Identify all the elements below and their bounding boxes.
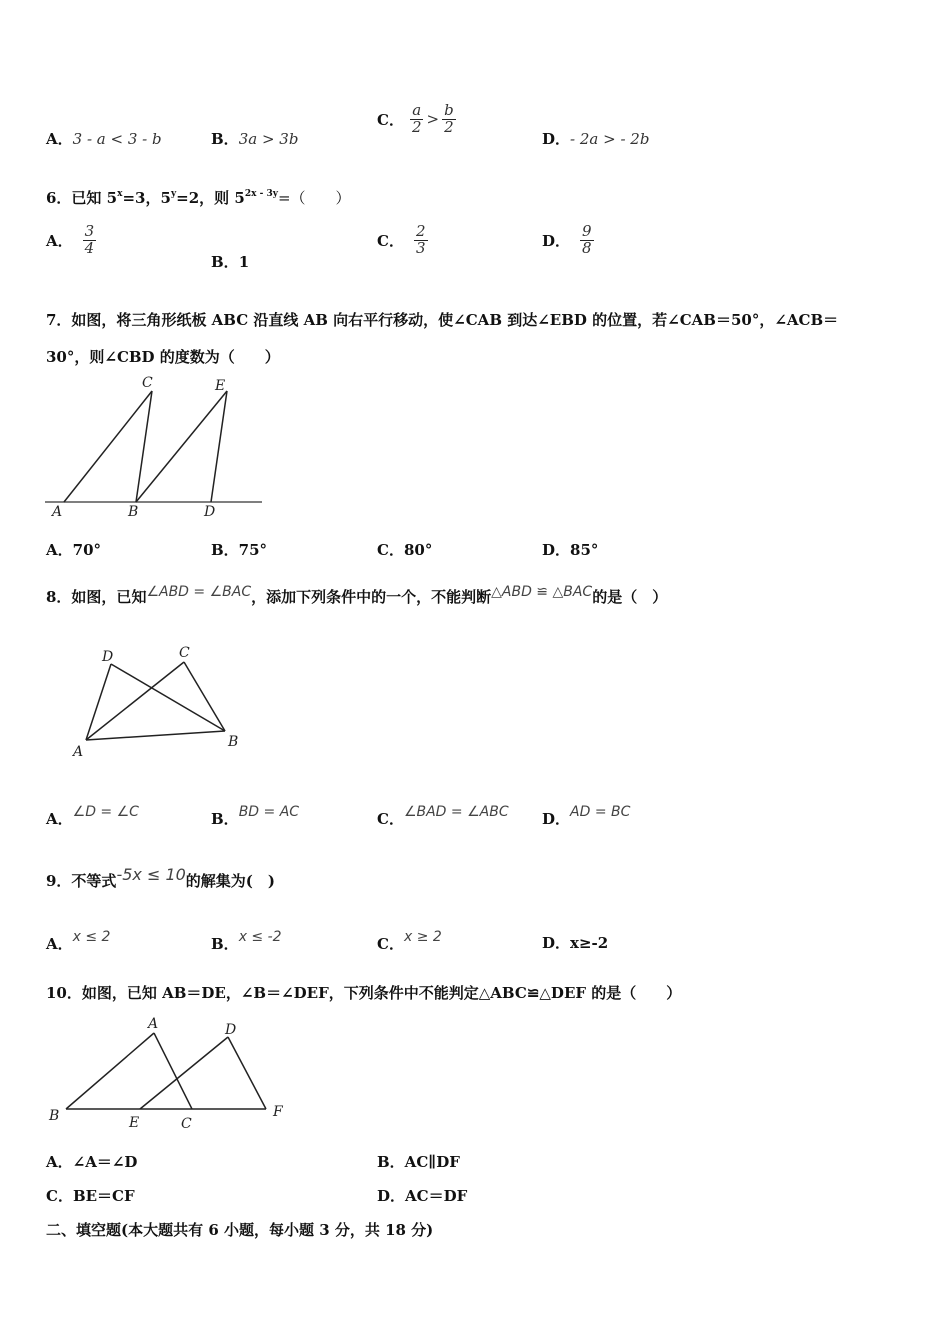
q10-option-c: C．BE＝CF [46,1187,135,1205]
point-label-b: B [128,504,139,520]
fraction: $\frac{a}{2}$ [411,101,422,136]
q8-option-b: B．BD = AC [211,804,300,828]
q7-option-c: C．80° [377,541,433,559]
q10-option-d: D．AC＝DF [377,1187,468,1205]
point-label-e: E [215,378,226,394]
point-label-a: A [73,744,84,760]
congruence-statement: △ABD ≌ △BAC [491,584,593,600]
q6-stem: 6．已知 $5^x=3$，$5^y=2$，则 $5^{2x - 3y}=$（ ） [46,189,351,207]
segment-ad [86,664,111,740]
q5-option-c [377,103,456,136]
q9-option-a: A．x ≤ 2 [46,929,111,953]
q7-option-a: A．70° [46,541,102,559]
q5-option-b [211,128,298,149]
option-formula: - 2a > - 2b [570,130,650,148]
segment-cb [184,662,225,731]
q5-option-d [542,128,649,149]
point-label-b: B [228,734,239,750]
fraction: $\frac{3}{4}$ [84,222,95,257]
option-label: B． [211,130,239,148]
option-label: C． [377,110,404,129]
q7-stem-line2: 30°，则∠CBD 的度数为（ ） [46,348,280,366]
point-label-d: D [204,504,216,520]
q6-option-d: D． $\frac{9}{8}$ [542,222,592,257]
point-label-e: E [129,1115,140,1131]
q9-stem: 9．不等式-5x ≤ 10的解集为( ) [46,865,275,890]
point-label-b: B [49,1108,60,1124]
q10-stem: 10．如图，已知 AB＝DE，∠B＝∠DEF，下列条件中不能判定△ABC≌△DEF 的是（ ） [46,984,682,1002]
q5-option-a [46,128,162,149]
q7-option-b: B．75° [211,541,268,559]
point-label-d: D [225,1022,237,1038]
q6-option-c: C． $\frac{2}{3}$ [377,222,426,257]
option-label: A． [46,130,73,148]
option-label: D． [542,130,571,148]
segment-df [228,1037,266,1109]
point-label-f: F [273,1104,283,1120]
q8-figure [66,643,251,763]
point-label-c: C [179,645,190,661]
point-label-c: C [142,375,153,391]
section-heading: 二、填空题(本大题共有 6 小题，每小题 3 分，共 18 分) [46,1221,434,1239]
point-label-a: A [148,1016,159,1032]
q10-option-a: A．∠A＝∠D [46,1153,138,1171]
point-label-a: A [52,504,63,520]
fraction: $\frac{9}{8}$ [582,222,592,257]
q9-option-c: C．x ≥ 2 [377,929,442,953]
segment-ab [86,731,225,740]
q8-option-d: D．AD = BC [542,804,631,828]
q7-option-d: D．85° [542,541,599,559]
segment-ac [86,662,184,740]
q7-figure [40,370,270,525]
option-formula: 3 - a < 3 - b [72,130,162,148]
q9-option-d: D．x≥-2 [542,934,609,952]
segment-ed [140,1037,228,1109]
point-label-d: D [102,649,114,665]
given-condition: ∠ABD = ∠BAC [146,584,252,600]
operator: > [426,110,440,129]
q6-option-b: B．1 [211,253,250,271]
option-formula: 3a > 3b [238,130,299,148]
fraction: $\frac{2}{3}$ [415,222,426,257]
q8-option-a: A．∠D = ∠C [46,804,139,828]
q10-figure [44,1012,294,1137]
point-label-c: C [181,1116,192,1132]
q9-option-b: B．x ≤ -2 [211,929,282,953]
q6-option-a: A． $\frac{3}{4}$ [46,222,95,257]
segment-ba [66,1033,154,1109]
q8-stem: 8．如图，已知∠ABD = ∠BAC，添加下列条件中的一个，不能判断△ABD ≌ △BAC的是（ ） [46,584,668,606]
q7-stem-line1: 7．如图，将三角形纸板 ABC 沿直线 AB 向右平行移动，使∠CAB 到达∠EBD 的位置，若∠CAB＝50°，∠ACB＝ [46,311,839,329]
fraction: $\frac{b}{2}$ [444,101,454,136]
q10-option-b: B．AC∥DF [377,1153,460,1171]
q8-option-c: C．∠BAD = ∠ABC [377,804,509,828]
inequality: -5x ≤ 10 [116,865,186,884]
